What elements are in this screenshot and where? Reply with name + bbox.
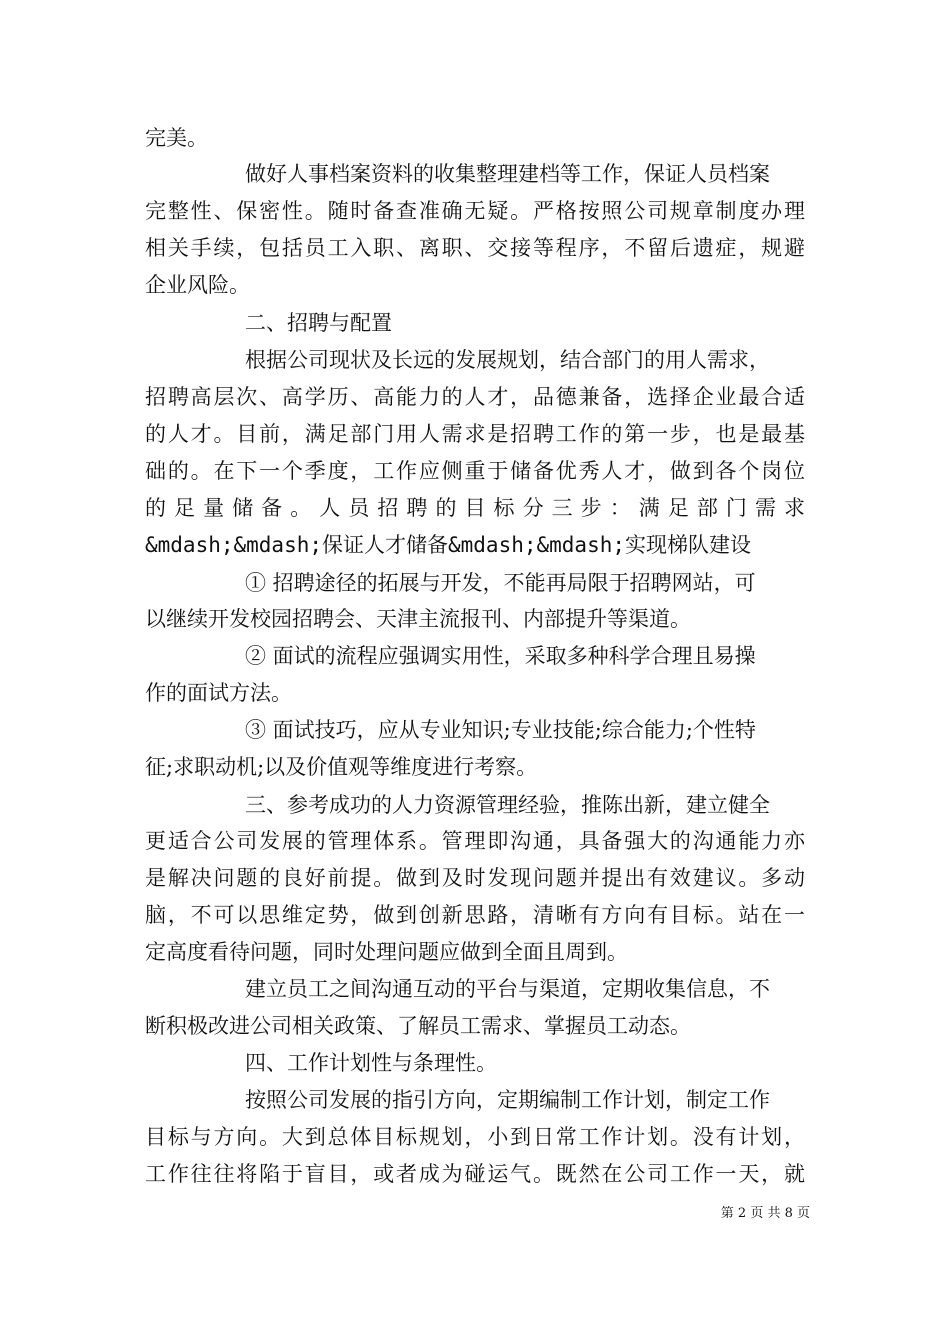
paragraph-line: 脑，不可以思维定势，做到创新思路，清晰有方向有目标。站在一	[145, 903, 805, 927]
paragraph-line: &mdash;&mdash;保证人才储备&mdash;&mdash;实现梯队建设	[145, 533, 752, 557]
paragraph-line: 按照公司发展的指引方向，定期编制工作计划，制定工作	[245, 1088, 770, 1112]
page-number-footer: 第 2 页 共 8 页	[720, 1206, 810, 1221]
paragraph-line: 企业风险。	[145, 273, 250, 297]
paragraph-line: 完整性、保密性。随时备查准确无疑。严格按照公司规章制度办理	[145, 199, 805, 223]
paragraph-line: 是解决问题的良好前提。做到及时发现问题并提出有效建议。多动	[145, 866, 805, 890]
list-item-continuation: 作的面试方法。	[145, 681, 292, 705]
list-item-continuation: 以继续开发校园招聘会、天津主流报刊、内部提升等渠道。	[145, 607, 691, 631]
list-item: ① 招聘途径的拓展与开发，不能再局限于招聘网站，可	[245, 571, 756, 595]
section-heading: 三、参考成功的人力资源管理经验，推陈出新，建立健全	[245, 793, 770, 817]
paragraph-line: 础的。在下一个季度，工作应侧重于储备优秀人才，做到各个岗位	[145, 459, 805, 483]
section-heading: 二、招聘与配置	[245, 311, 392, 335]
paragraph-line: 招聘高层次、高学历、高能力的人才，品德兼备，选择企业最合适	[145, 385, 805, 409]
section-heading: 四、工作计划性与条理性。	[245, 1051, 497, 1075]
list-item: ③ 面试技巧，应从专业知识;专业技能;综合能力;个性特	[245, 718, 756, 742]
paragraph-line: 完美。	[145, 126, 208, 150]
paragraph-line: 断积极改进公司相关政策、了解员工需求、掌握员工动态。	[145, 1014, 691, 1038]
list-item-continuation: 征;求职动机;以及价值观等维度进行考察。	[145, 755, 538, 779]
paragraph-line: 的足量储备。人员招聘的目标分三步：满足部门需求	[145, 496, 805, 520]
paragraph-line: 做好人事档案资料的收集整理建档等工作，保证人员档案	[245, 162, 770, 186]
paragraph-line: 建立员工之间沟通互动的平台与渠道，定期收集信息，不	[245, 977, 770, 1001]
paragraph-line: 相关手续，包括员工入职、离职、交接等程序，不留后遗症，规避	[145, 236, 805, 260]
list-item: ② 面试的流程应强调实用性，采取多种科学合理且易操	[245, 644, 756, 668]
paragraph-line: 目标与方向。大到总体目标规划，小到日常工作计划。没有计划，	[145, 1125, 805, 1149]
paragraph-line: 定高度看待问题，同时处理问题应做到全面且周到。	[145, 940, 628, 964]
paragraph-line: 的人才。目前，满足部门用人需求是招聘工作的第一步，也是最基	[145, 422, 805, 446]
paragraph-line: 更适合公司发展的管理体系。管理即沟通，具备强大的沟通能力亦	[145, 829, 805, 853]
paragraph-line: 工作往往将陷于盲目，或者成为碰运气。既然在公司工作一天，就	[145, 1162, 805, 1186]
paragraph-line: 根据公司现状及长远的发展规划，结合部门的用人需求，	[245, 348, 770, 372]
